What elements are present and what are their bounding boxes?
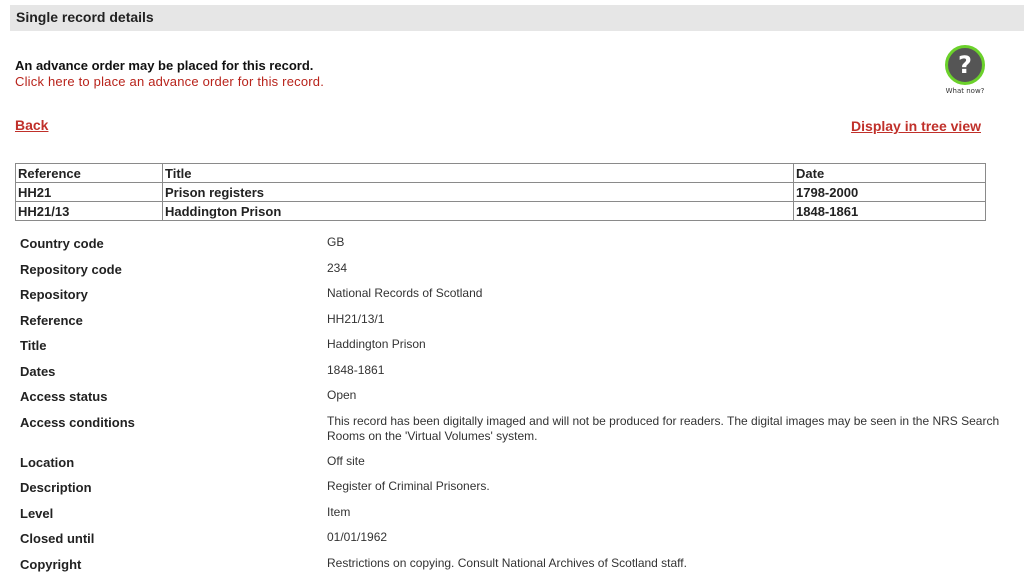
column-header-reference: Reference [16, 164, 163, 183]
detail-row-description [20, 478, 1024, 504]
page-title: Single record details [16, 9, 154, 25]
help-caption: What now? [945, 87, 985, 95]
detail-row-closed-until [20, 529, 1024, 555]
page-header-bar [10, 5, 1024, 31]
detail-row-reference [20, 311, 1024, 337]
detail-value: Restrictions on copying. Consult National Archives of Scotland staff. [327, 555, 687, 570]
detail-row-level [20, 504, 1024, 530]
cell-date: 1798-2000 [794, 183, 986, 202]
detail-value: Off site [327, 453, 365, 468]
column-header-title: Title [163, 164, 794, 183]
table-row[interactable] [16, 183, 986, 202]
detail-row-country-code [20, 234, 1024, 260]
column-header-date: Date [794, 164, 986, 183]
detail-label: Repository [20, 287, 88, 302]
detail-label: Access status [20, 389, 108, 404]
detail-value: 234 [327, 260, 348, 275]
detail-label: Level [20, 505, 54, 521]
detail-row-access-conditions [20, 413, 1024, 453]
detail-value: Register of Criminal Prisoners. [327, 479, 490, 493]
detail-value: Open [327, 388, 357, 402]
place-advance-order-link[interactable]: Click here to place an advance order for this record. [15, 74, 325, 89]
table-row[interactable] [16, 202, 986, 221]
detail-value: Item [327, 504, 351, 519]
detail-label: Copyright [20, 556, 82, 572]
detail-label: Dates [20, 363, 56, 379]
detail-row-dates [20, 362, 1024, 388]
cell-title: Prison registers [163, 183, 794, 202]
detail-row-access-status [20, 387, 1024, 413]
detail-row-title [20, 336, 1024, 362]
cell-reference: HH21/13 [16, 202, 163, 221]
detail-label: Reference [20, 312, 83, 328]
detail-value: This record has been digitally imaged and will not be produced for readers. The digital images may be seen in the NRS Search Rooms on the 'Virtual Volumes' system. [327, 413, 1000, 443]
detail-label: Title [20, 338, 47, 353]
what-now-help[interactable] [940, 45, 990, 95]
help-icon[interactable]: ? [945, 45, 985, 85]
detail-value: 01/01/1962 [327, 530, 388, 544]
detail-value: National Records of Scotland [327, 286, 483, 300]
detail-row-repository [20, 285, 1024, 311]
hierarchy-table [15, 163, 986, 221]
detail-label: Description [20, 480, 92, 495]
detail-value: Haddington Prison [327, 337, 426, 351]
cell-reference: HH21 [16, 183, 163, 202]
detail-value: GB [327, 235, 345, 249]
detail-label: Country code [20, 236, 104, 251]
detail-value: 1848-1861 [327, 362, 385, 377]
detail-row-location [20, 453, 1024, 479]
display-tree-view-link[interactable]: Display in tree view [851, 118, 981, 134]
back-link[interactable]: Back [15, 117, 49, 133]
advance-order-notice: An advance order may be placed for this record. [15, 58, 314, 73]
hierarchy-header-row [16, 164, 986, 183]
cell-date: 1848-1861 [794, 202, 986, 221]
cell-title: Haddington Prison [163, 202, 794, 221]
detail-label: Access conditions [20, 414, 135, 430]
record-details-list [20, 234, 1024, 580]
detail-row-copyright [20, 555, 1024, 581]
detail-label: Repository code [20, 261, 122, 277]
detail-label: Closed until [20, 531, 95, 546]
detail-label: Location [20, 454, 75, 470]
detail-value: HH21/13/1 [327, 311, 385, 326]
detail-row-repository-code [20, 260, 1024, 286]
